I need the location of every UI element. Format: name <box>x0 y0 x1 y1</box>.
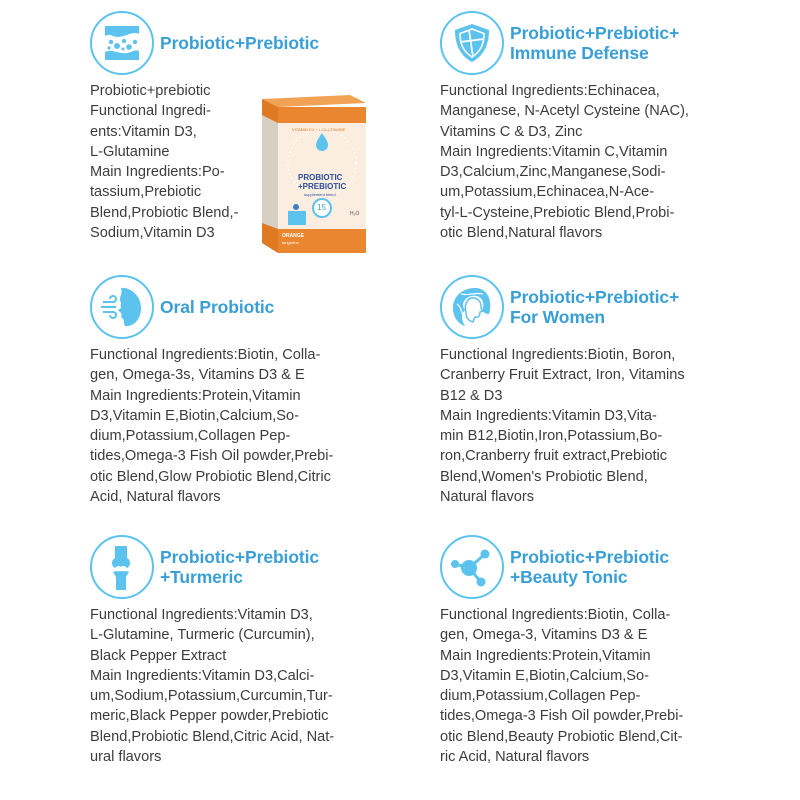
box-subtitle: supplement blend <box>304 192 336 197</box>
card-title: Probiotic+Prebiotic +Beauty Tonic <box>510 547 670 587</box>
card-body: Functional Ingredients:Biotin, Boron, Cranberry Fruit Extract, Iron, Vitamins B12 & D3 Main Ingredients:Vitamin D3,Vita- min B12,Biotin,Iron,Potassium,Bo- ron,Cranberry fruit extract,Prebiotic Blend,Women's Probiotic Blend, Natural flavors <box>440 347 685 506</box>
card-title: Probiotic+Prebiotic <box>160 33 320 53</box>
box-name-line1: PROBIOTIC <box>298 173 343 182</box>
woman-profile-icon <box>440 275 504 339</box>
molecule-icon <box>440 535 504 599</box>
card-body: Functional Ingredients:Biotin, Colla- gen, Omega-3s, Vitamins D3 & E Main Ingredients:Protein,Vitamin D3,Vitamin E,Biotin,Calcium,So- dium,Potassium,Collagen Pep- tides,Omega-3 Fish Oil powder,Prebi- otic Blend,Glow Probiotic Blend,Citric Acid, Natural flavors <box>90 347 334 506</box>
box-flavor-sub: tangerine <box>282 240 299 245</box>
joint-bone-icon <box>90 535 154 599</box>
product-box-image <box>258 93 370 253</box>
shield-icon <box>440 11 504 75</box>
box-side-text: H₂O <box>350 211 360 217</box>
card-immune-defense <box>440 8 780 258</box>
card-header <box>440 272 679 342</box>
card-for-women <box>440 272 780 512</box>
box-arc-text: VITAMIN D3 + L-GLUTAMINE <box>292 127 346 132</box>
card-body: Functional Ingredients:Vitamin D3, L-Glutamine, Turmeric (Curcumin), Black Pepper Extract Main Ingredients:Vitamin D3,Calci- um,Sodium,Potassium,Curcumin,Tur- meric,Black Pepper powder,Prebiotic Blend,Probiotic Blend,Citric Acid, Nat- ural flavors <box>90 607 335 766</box>
card-header <box>90 272 274 342</box>
card-header <box>440 532 669 602</box>
card-title: Probiotic+Prebiotic +Turmeric <box>160 547 320 587</box>
card-oral-probiotic <box>90 272 430 512</box>
box-name-line2: +PREBIOTIC <box>298 182 347 191</box>
box-badge-number: 15 <box>317 203 326 212</box>
card-header <box>90 8 319 78</box>
card-turmeric <box>90 532 430 782</box>
card-title: Oral Probiotic <box>160 297 275 317</box>
card-body: Functional Ingredients:Biotin, Colla- gen, Omega-3, Vitamins D3 & E Main Ingredients:Protein,Vitamin D3,Vitamin E,Biotin,Calcium,So- dium,Potassium,Collagen Pep- tides,Omega-3 Fish Oil powder,Prebi- otic Blend,Beauty Probiotic Blend,Cit- ric Acid, Natural flavors <box>440 607 684 766</box>
card-body: Probiotic+prebiotic Functional Ingredi- ents:Vitamin D3, L-Glutamine Main Ingredients:Po- tassium,Prebiotic Blend,Probiotic Blend,- Sodium,Vitamin D3 <box>90 83 239 242</box>
card-body: Functional Ingredients:Echinacea, Manganese, N-Acetyl Cysteine (NAC), Vitamins C & D3, Zinc Main Ingredients:Vitamin C,Vitamin D3,Calcium,Zinc,Manganese,Sodi- um,Potassium,Echinacea,N-Ace- tyl-L-Cysteine,Prebiotic Blend,Probi- otic Blend,Natural flavors <box>440 83 689 242</box>
gut-flora-icon <box>90 11 154 75</box>
card-title: Probiotic+Prebiotic+ For Women <box>510 287 680 327</box>
card-header <box>440 8 679 78</box>
box-flavor: ORANGE <box>282 233 304 239</box>
breath-face-icon <box>90 275 154 339</box>
card-title: Probiotic+Prebiotic+ Immune Defense <box>510 23 680 63</box>
card-header <box>90 532 319 602</box>
card-beauty-tonic <box>440 532 780 782</box>
